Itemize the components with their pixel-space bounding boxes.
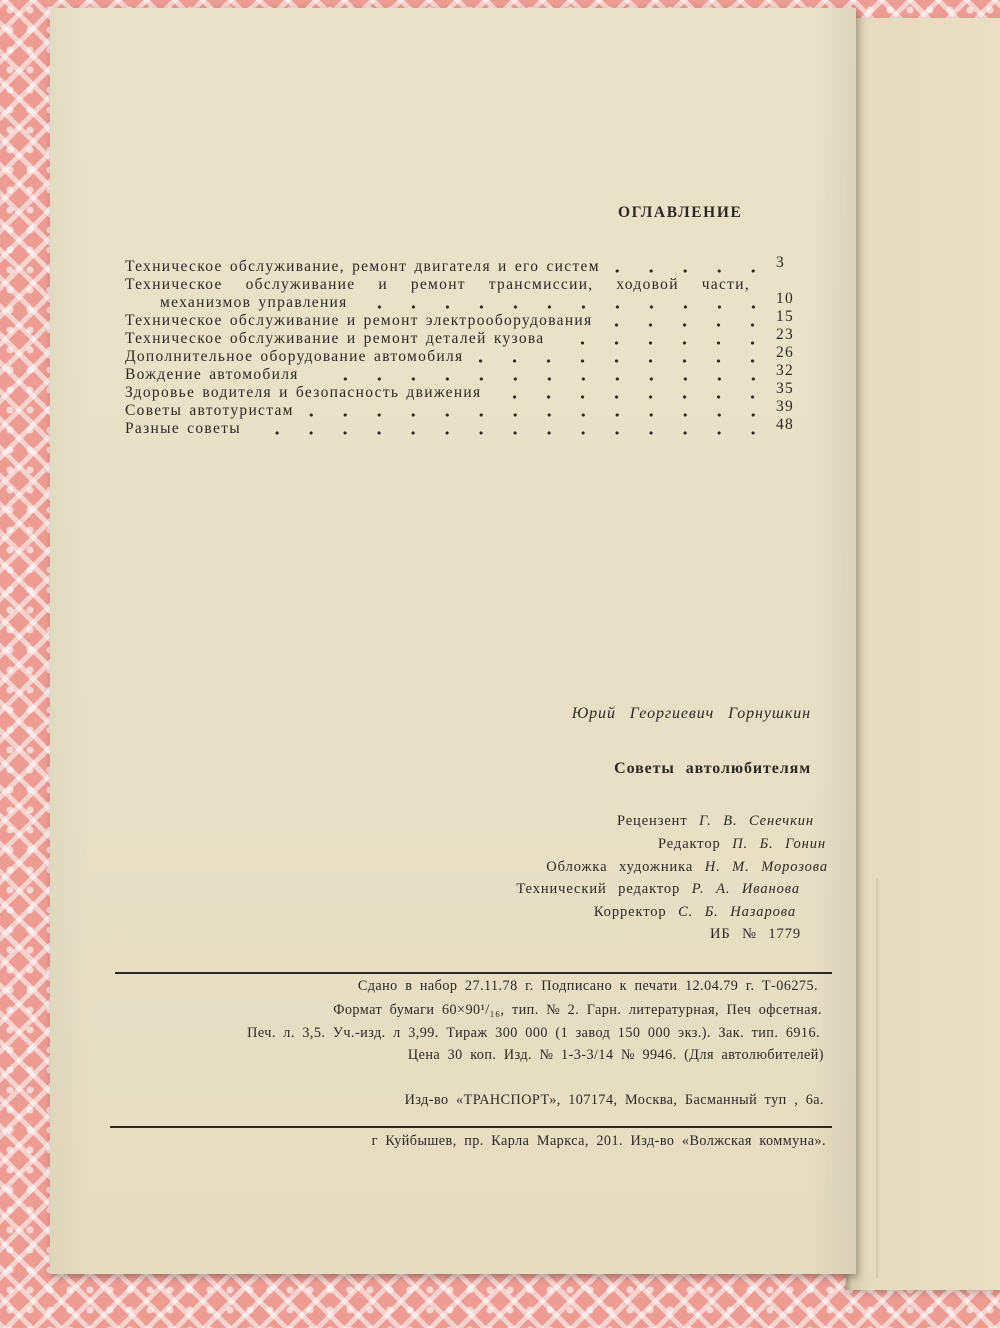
toc-entry-page: 26 (776, 344, 795, 361)
divider-rule (115, 972, 832, 974)
toc-entry (125, 398, 802, 420)
credit-line (658, 835, 826, 853)
publisher-line: Изд-во «ТРАНСПОРТ», 107174, Москва, Басманный туп , 6а. (404, 1092, 824, 1108)
toc-entry-page: 23 (776, 326, 795, 343)
toc-entry-title: Техническое обслуживание и ремонт трансмиссии, ходовой части, (125, 276, 750, 293)
toc-entry-page: 32 (776, 362, 795, 379)
toc-entry (125, 276, 750, 294)
credit-name: Г. В. Сенечкин (699, 813, 814, 829)
toc-entry-title: Техническое обслуживание, ремонт двигателя и его систем (125, 258, 600, 275)
author-name: Юрий Георгиевич Горнушкин (571, 705, 811, 722)
credit-name: Н. М. Морозова (704, 859, 828, 875)
toc-entry-title-line2: механизмов управления (160, 294, 348, 311)
print-detail-line: Цена 30 коп. Изд. № 1-3-3/14 № 9946. (Для автолюбителей) (407, 1047, 824, 1063)
toc-entry-page: 35 (776, 380, 795, 397)
toc-entry-title: Дополнительное оборудование автомобиля (125, 348, 464, 365)
credit-line (516, 880, 800, 898)
toc-entry-page: 10 (776, 290, 795, 307)
divider-rule (110, 1126, 832, 1128)
print-detail-line: Печ. л. 3,5. Уч.-изд. л 3,99. Тираж 300 000 (1 завод 150 000 экз.). Зак. тип. 6916. (247, 1025, 820, 1041)
toc-entry-title: Здоровье водителя и безопасность движения (125, 384, 482, 401)
toc-entry (125, 254, 802, 276)
book-page (50, 8, 856, 1274)
credit-role: Обложка художника (546, 859, 694, 875)
toc-entry-title: Вождение автомобиля (125, 366, 299, 383)
toc-entry (125, 308, 802, 330)
toc-leader-dots (255, 420, 770, 438)
credit-line (617, 812, 814, 830)
toc-leader-dots (495, 384, 770, 402)
toc-leader-dots (614, 258, 770, 276)
printer-line: г Куйбышев, пр. Карла Маркса, 201. Изд-во «Волжская коммуна». (371, 1133, 826, 1149)
credit-name: Р. А. Иванова (691, 881, 800, 897)
credit-name: П. Б. Гонин (732, 836, 826, 852)
toc-entry (125, 326, 802, 348)
credit-role: Корректор (593, 904, 667, 920)
credit-name: С. Б. Назарова (678, 904, 796, 920)
print-detail-line: Формат бумаги 60×90¹/₁₆, тип. № 2. Гарн. литературная, Печ офсетная. (333, 1002, 822, 1018)
credit-role: Редактор (658, 836, 721, 852)
book-title: Советы автолюбителям (614, 760, 811, 777)
facing-page (846, 18, 1000, 1290)
toc-leader-dots (558, 330, 770, 348)
toc-entry-page: 15 (776, 308, 795, 325)
toc-entry (125, 416, 802, 438)
toc-entry-page: 48 (776, 416, 795, 433)
toc-entry-title: Техническое обслуживание и ремонт деталей кузова (125, 330, 545, 347)
credit-line (546, 858, 828, 876)
toc-entry (125, 344, 802, 366)
ib-number: ИБ № 1779 (710, 926, 801, 942)
toc-leader-dots (362, 294, 770, 312)
toc-entry-page: 39 (776, 398, 795, 415)
toc-entry-title: Разные советы (125, 420, 241, 437)
credit-role: Рецензент (616, 813, 688, 829)
credit-line (594, 903, 796, 921)
toc-entry-title: Техническое обслуживание и ремонт электрооборудования (125, 312, 593, 329)
toc-heading: ОГЛАВЛЕНИЕ (618, 204, 743, 221)
toc-entry-title: Советы автотуристам (125, 402, 294, 419)
toc-leader-dots (308, 402, 770, 420)
toc-entry (125, 362, 802, 384)
toc-leader-dots (313, 366, 770, 384)
toc-leader-dots (477, 348, 770, 366)
print-detail-line: Сдано в набор 27.11.78 г. Подписано к печати 12.04.79 г. Т-06275. (357, 978, 818, 994)
toc-leader-dots (606, 312, 770, 330)
toc-entry-continuation (160, 290, 802, 312)
toc-entry-page: 3 (776, 254, 786, 271)
toc-entry (125, 380, 802, 402)
credit-role: Технический редактор (516, 881, 681, 897)
page-fold-shadow (876, 878, 880, 1278)
